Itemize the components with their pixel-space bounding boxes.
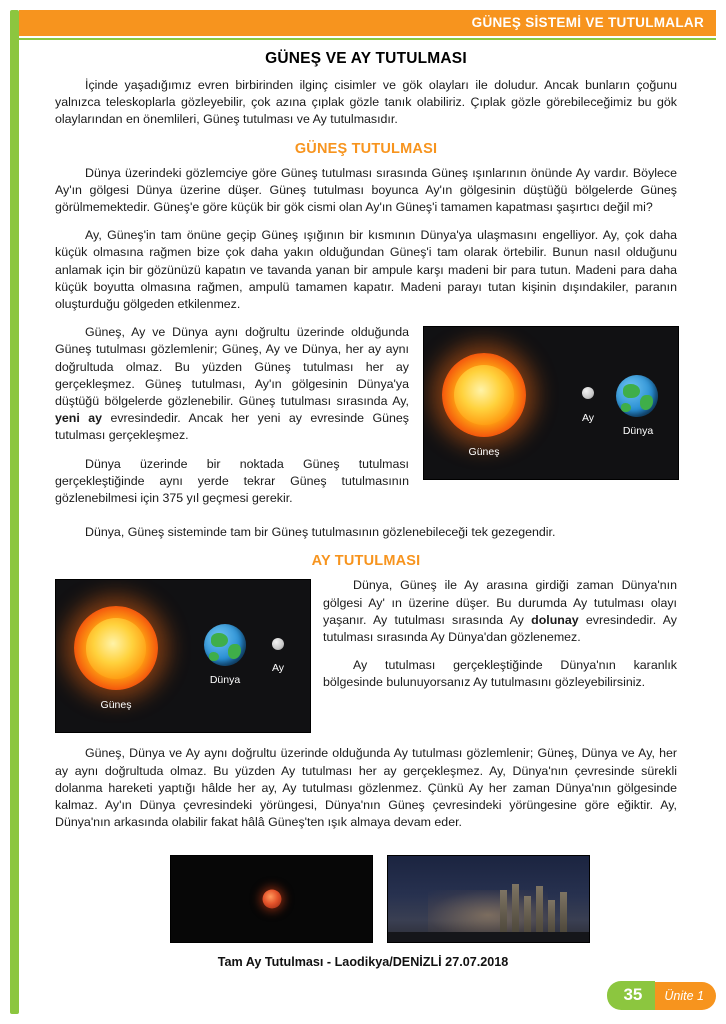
photo-laodikya-ruins <box>387 855 590 943</box>
sun-graphic <box>442 353 526 437</box>
solar-paragraph-4: Dünya üzerinde bir noktada Güneş tutulması gerçekleştiğinde aynı yerde tekrar Güneş tutulmasının gözlenebilmesi için 375 yıl geçmesi gerekir. <box>55 456 409 506</box>
sun-label: Güneş <box>468 446 500 459</box>
moon-label: Ay <box>271 662 285 675</box>
solar-eclipse-heading: GÜNEŞ TUTULMASI <box>294 140 438 157</box>
blood-moon-graphic <box>262 890 281 909</box>
solar-p3-part-a: Güneş, Ay ve Dünya aynı doğrultu üzerinde olduğunda Güneş tutulması gözlemlenir; Güneş, Ay ve Dünya, her ay aynı doğrultuda olmaz. Bu yüzden Güneş tutulması her ay gerçekleşmez. Güneş tutulması, Ay'ın gölgesinin Dünya'ya düştüğü bölgelerde gözlenebilir. Güneş tutulması sırasında Ay, <box>55 325 409 409</box>
solar-paragraph-5: Dünya, Güneş sisteminde tam bir Güneş tutulmasının gözlenebileceği tek gezegendir. <box>85 525 556 540</box>
header-green-underline <box>19 38 716 40</box>
page-content <box>55 46 677 842</box>
lunar-paragraph-3: Güneş, Dünya ve Ay aynı doğrultu üzerinde olduğunda Ay tutulması gözlemlenir; Güneş, Dünya ve Ay, her ay aynı doğrultuda olmaz. Bu yüzden Ay tutulması her ay gerçekleşmez. Ay, Dünya'nın çevresinde sürekli dolanma hareketi yaptığı hâlde her ay, Ay tutulması gözlenmez. Çünkü Ay her zaman Dünya'nın gölgesinde kalmaz. Ay'ın Dünya çevresindeki yörüngesi, Dünya'nın Güneş çevresindeki yörüngesine göre eğiktir. Ay, Dünya'nın arkasında olabilir fakat hâlâ Güneş'ten ışık almaya devam eder. <box>55 746 677 830</box>
column-graphic <box>512 884 519 936</box>
photo-total-lunar-eclipse <box>170 855 373 943</box>
solar-p3-bold-term: yeni ay <box>55 411 103 426</box>
figure-caption: Tam Ay Tutulması - Laodikya/DENİZLİ 27.07.2018 <box>217 955 509 969</box>
lunar-p1-part-b: evresindedir. Ay tutulması sırasında Ay Dünya'dan gözlenemez. <box>323 612 677 645</box>
lunar-paragraph-2: Ay tutulması gerçekleştiğinde Dünya'nın karanlık bölgesinde bulunuyorsanız Ay tutulmasını gözleyebilirsiniz. <box>323 658 677 690</box>
unit-label: Ünite 1 <box>655 982 716 1010</box>
solar-eclipse-figure <box>423 326 677 480</box>
earth-graphic <box>204 624 246 666</box>
earth-graphic <box>616 375 658 417</box>
sun-label: Güneş <box>100 699 132 712</box>
page-header <box>19 10 716 36</box>
lunar-eclipse-figure <box>55 579 309 733</box>
intro-paragraph: İçinde yaşadığımız evren birbirinden ilginç cisimler ve gök olayları ile doludur. Ancak bunların çoğunu yalnızca teleskoplarla gözleyebilir, çok azına çıplak gözle tanık olabiliriz. Çıplak gözle görebileceğimiz bu gök olaylarından en önemlileri, Güneş tutulması ve Ay tutulmasıdır. <box>55 78 677 127</box>
sun-graphic <box>74 606 158 690</box>
header-title: GÜNEŞ SİSTEMİ VE TUTULMALAR <box>471 15 704 30</box>
page-footer <box>607 981 716 1010</box>
lunar-eclipse-illustration <box>55 579 311 733</box>
lunar-p1-part-a: Dünya, Güneş ile Ay arasına girdiği zaman Dünya'nın gölgesi Ay' ın üzerine düşer. Bu durumda Ay tutulması olayı yaşanır. Ay tutulması sırasında Ay <box>323 578 677 627</box>
moon-graphic <box>272 638 284 650</box>
moon-graphic <box>582 387 594 399</box>
column-graphic <box>548 900 555 936</box>
column-graphic <box>524 896 531 936</box>
page-number: 35 <box>607 981 655 1010</box>
column-graphic <box>536 886 543 936</box>
column-graphic <box>560 892 567 936</box>
solar-eclipse-illustration <box>423 326 679 480</box>
bottom-photo-row <box>170 855 590 943</box>
left-decorative-bar <box>10 10 19 1014</box>
lunar-p1-bold-term: dolunay <box>531 612 579 627</box>
solar-p3-part-b: evresindedir. Ancak her yeni ay evresinde Güneş tutulması gerçekleşmez. <box>55 411 409 443</box>
solar-paragraph-1: Dünya üzerindeki gözlemciye göre Güneş tutulması sırasında Güneş ışınlarının önünde Ay vardır. Böylece Ay'ın gölgesi Dünya üzerine düşer. Güneş tutulması boyunca Ay'ın gölgesinin düştüğü bölgelerde Güneş görülmemektedir. Güneş'e göre küçük bir gök cismi olan Ay'ın Güneş'i tamamen kapatması şaşırtıcı değil mi? <box>55 165 677 215</box>
moon-label: Ay <box>581 412 595 425</box>
page-title: GÜNEŞ VE AY TUTULMASI <box>265 50 467 67</box>
lunar-eclipse-heading: AY TUTULMASI <box>311 553 421 570</box>
earth-label: Dünya <box>622 425 654 438</box>
earth-label: Dünya <box>209 674 241 687</box>
ground-graphic <box>388 932 589 942</box>
solar-paragraph-2: Ay, Güneş'in tam önüne geçip Güneş ışığının bir kısmının Dünya'ya ulaşmasını engelliyor. Ay, çok daha küçük olmasına rağmen bize çok daha yakın olduğundan Güneş'i tam olarak örtebilir. Bunun nasıl olduğunu anlamak için bir gözünüzü kapatın ve tavanda yanan bir ampule karşı madeni bir para tutun. Madeni para daha küçük boyutta olmasına rağmen, ampulü tamamen kapatır. Madeni parayı tutan kişinin dışındakiler, paranın oluşturduğu gölgeden etkilenmez. <box>55 228 677 312</box>
column-graphic <box>500 890 507 936</box>
